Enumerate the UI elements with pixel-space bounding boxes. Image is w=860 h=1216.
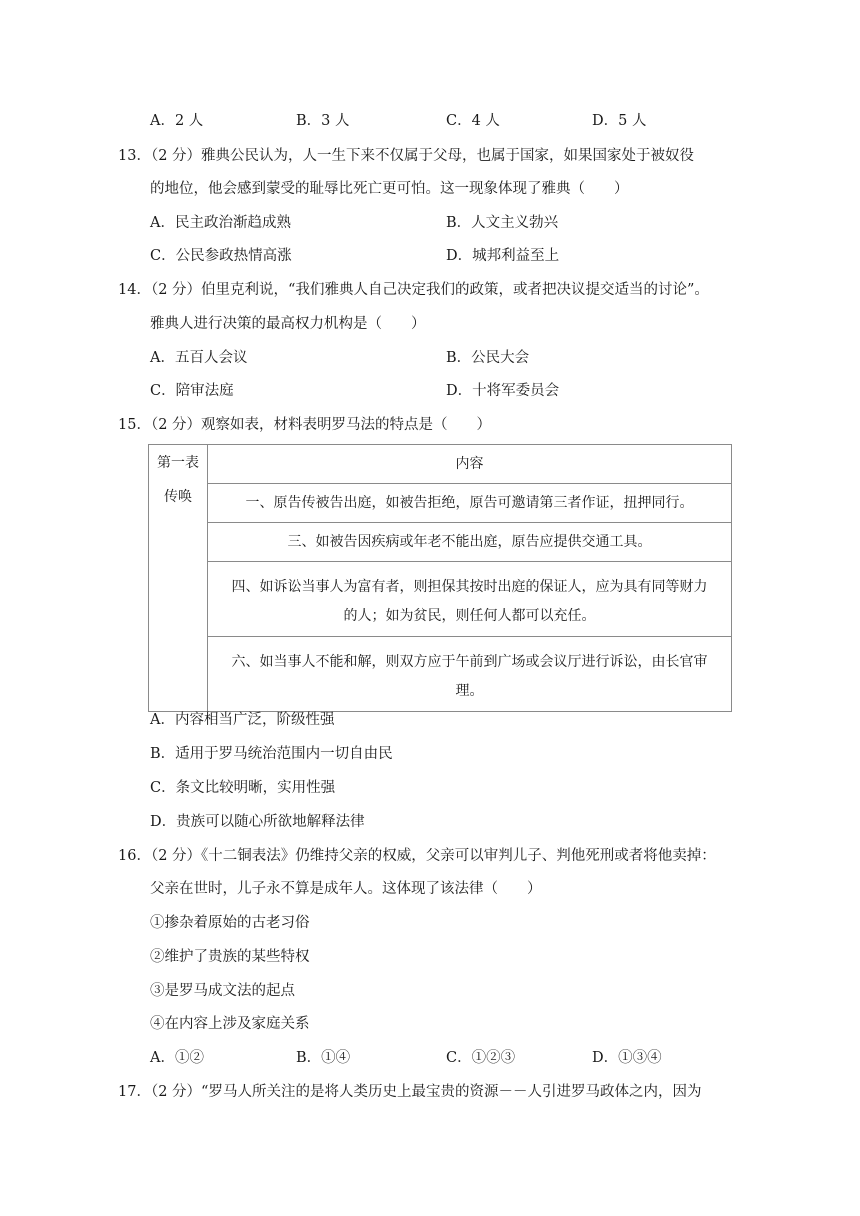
q13-options-row2 bbox=[150, 246, 790, 266]
q13-option-d: D．城邦利益至上 bbox=[446, 248, 560, 264]
q14-stem-line2: 雅典人进行决策的最高权力机构是（ ） bbox=[150, 316, 426, 332]
q14-option-b: B．公民大会 bbox=[446, 350, 530, 366]
q16-option-d: D．①③④ bbox=[592, 1050, 662, 1066]
table-row-6-line2: 理。 bbox=[455, 683, 484, 699]
q13-stem-line2: 的地位，他会感到蒙受的耻辱比死亡更可怕。这一现象体现了雅典（ ） bbox=[150, 181, 629, 197]
q13-option-c: C．公民参政热情高涨 bbox=[150, 248, 292, 264]
q13-stem-line1: 13．（2 分）雅典公民认为，人一生下来不仅属于父母，也属于国家，如果国家处于被奴役 bbox=[118, 148, 695, 164]
q15-stem: 15．（2 分）观察如表，材料表明罗马法的特点是（ ） bbox=[118, 417, 492, 433]
table-row-6-line1: 六、如当事人不能和解，则双方应于午前到广场或会议厅进行诉讼，由长官审 bbox=[231, 654, 708, 670]
q12-option-b: B．3 人 bbox=[296, 113, 350, 129]
q13-option-a: A．民主政治渐趋成熟 bbox=[150, 215, 291, 231]
q16-stem-line2: 父亲在世时，儿子永不算是成年人。这体现了该法律（ ） bbox=[150, 881, 542, 897]
q17-stem-line1: 17．（2 分）“罗马人所关注的是将人类历史上最宝贵的资源－－人引进罗马政体之内，因为 bbox=[118, 1084, 702, 1100]
q15-law-table bbox=[148, 444, 732, 712]
table-row-4-line1: 四、如诉讼当事人为富有者，则担保其按时出庭的保证人，应为具有同等财力 bbox=[231, 579, 708, 595]
table-header-cell: 内容 bbox=[208, 445, 732, 484]
q16-options bbox=[150, 1048, 790, 1068]
table-title-line2: 传唤 bbox=[164, 489, 192, 505]
table-title-line1: 第一表 bbox=[157, 455, 199, 471]
table-row-3: 三、如被告因疾病或年老不能出庭，原告应提供交通工具。 bbox=[208, 523, 732, 562]
q16-item-2: ②维护了贵族的某些特权 bbox=[150, 949, 310, 965]
table-title-cell bbox=[149, 445, 208, 712]
q15-option-d: D．贵族可以随心所欲地解释法律 bbox=[150, 814, 365, 830]
q16-item-3: ③是罗马成文法的起点 bbox=[150, 983, 295, 999]
q14-options-row1 bbox=[150, 348, 790, 368]
q12-option-a: A．2 人 bbox=[150, 113, 204, 129]
q16-stem-line1: 16．（2 分）《十二铜表法》仍维持父亲的权威，父亲可以审判儿子、判他死刑或者将他卖掉： bbox=[118, 848, 716, 864]
table-row-1: 一、原告传被告出庭，如被告拒绝，原告可邀请第三者作证，扭押同行。 bbox=[208, 484, 732, 523]
q12-options bbox=[150, 111, 790, 131]
q15-option-a: A．内容相当广泛，阶级性强 bbox=[150, 712, 335, 728]
q13-option-b: B．人文主义勃兴 bbox=[446, 215, 559, 231]
q14-option-c: C．陪审法庭 bbox=[150, 383, 234, 399]
table-row-6 bbox=[208, 637, 732, 712]
q12-option-c: C．4 人 bbox=[446, 113, 500, 129]
q14-stem-line1: 14．（2 分）伯里克利说，“我们雅典人自己决定我们的政策，或者把决议提交适当的讨论”。 bbox=[118, 282, 709, 298]
q16-item-4: ④在内容上涉及家庭关系 bbox=[150, 1016, 310, 1032]
q15-option-b: B．适用于罗马统治范围内一切自由民 bbox=[150, 746, 393, 762]
q16-option-a: A．①② bbox=[150, 1050, 204, 1066]
q16-option-c: C．①②③ bbox=[446, 1050, 516, 1066]
table-row-4-line2: 的人；如为贫民，则任何人都可以充任。 bbox=[343, 608, 596, 624]
q12-option-d: D．5 人 bbox=[592, 113, 647, 129]
q16-option-b: B．①④ bbox=[296, 1050, 351, 1066]
table-row-4 bbox=[208, 562, 732, 637]
q14-option-a: A．五百人会议 bbox=[150, 350, 248, 366]
q16-item-1: ①掺杂着原始的古老习俗 bbox=[150, 915, 310, 931]
q13-options-row1 bbox=[150, 213, 790, 233]
q14-option-d: D．十将军委员会 bbox=[446, 383, 560, 399]
q14-options-row2 bbox=[150, 381, 790, 401]
q15-option-c: C．条文比较明晰，实用性强 bbox=[150, 780, 336, 796]
